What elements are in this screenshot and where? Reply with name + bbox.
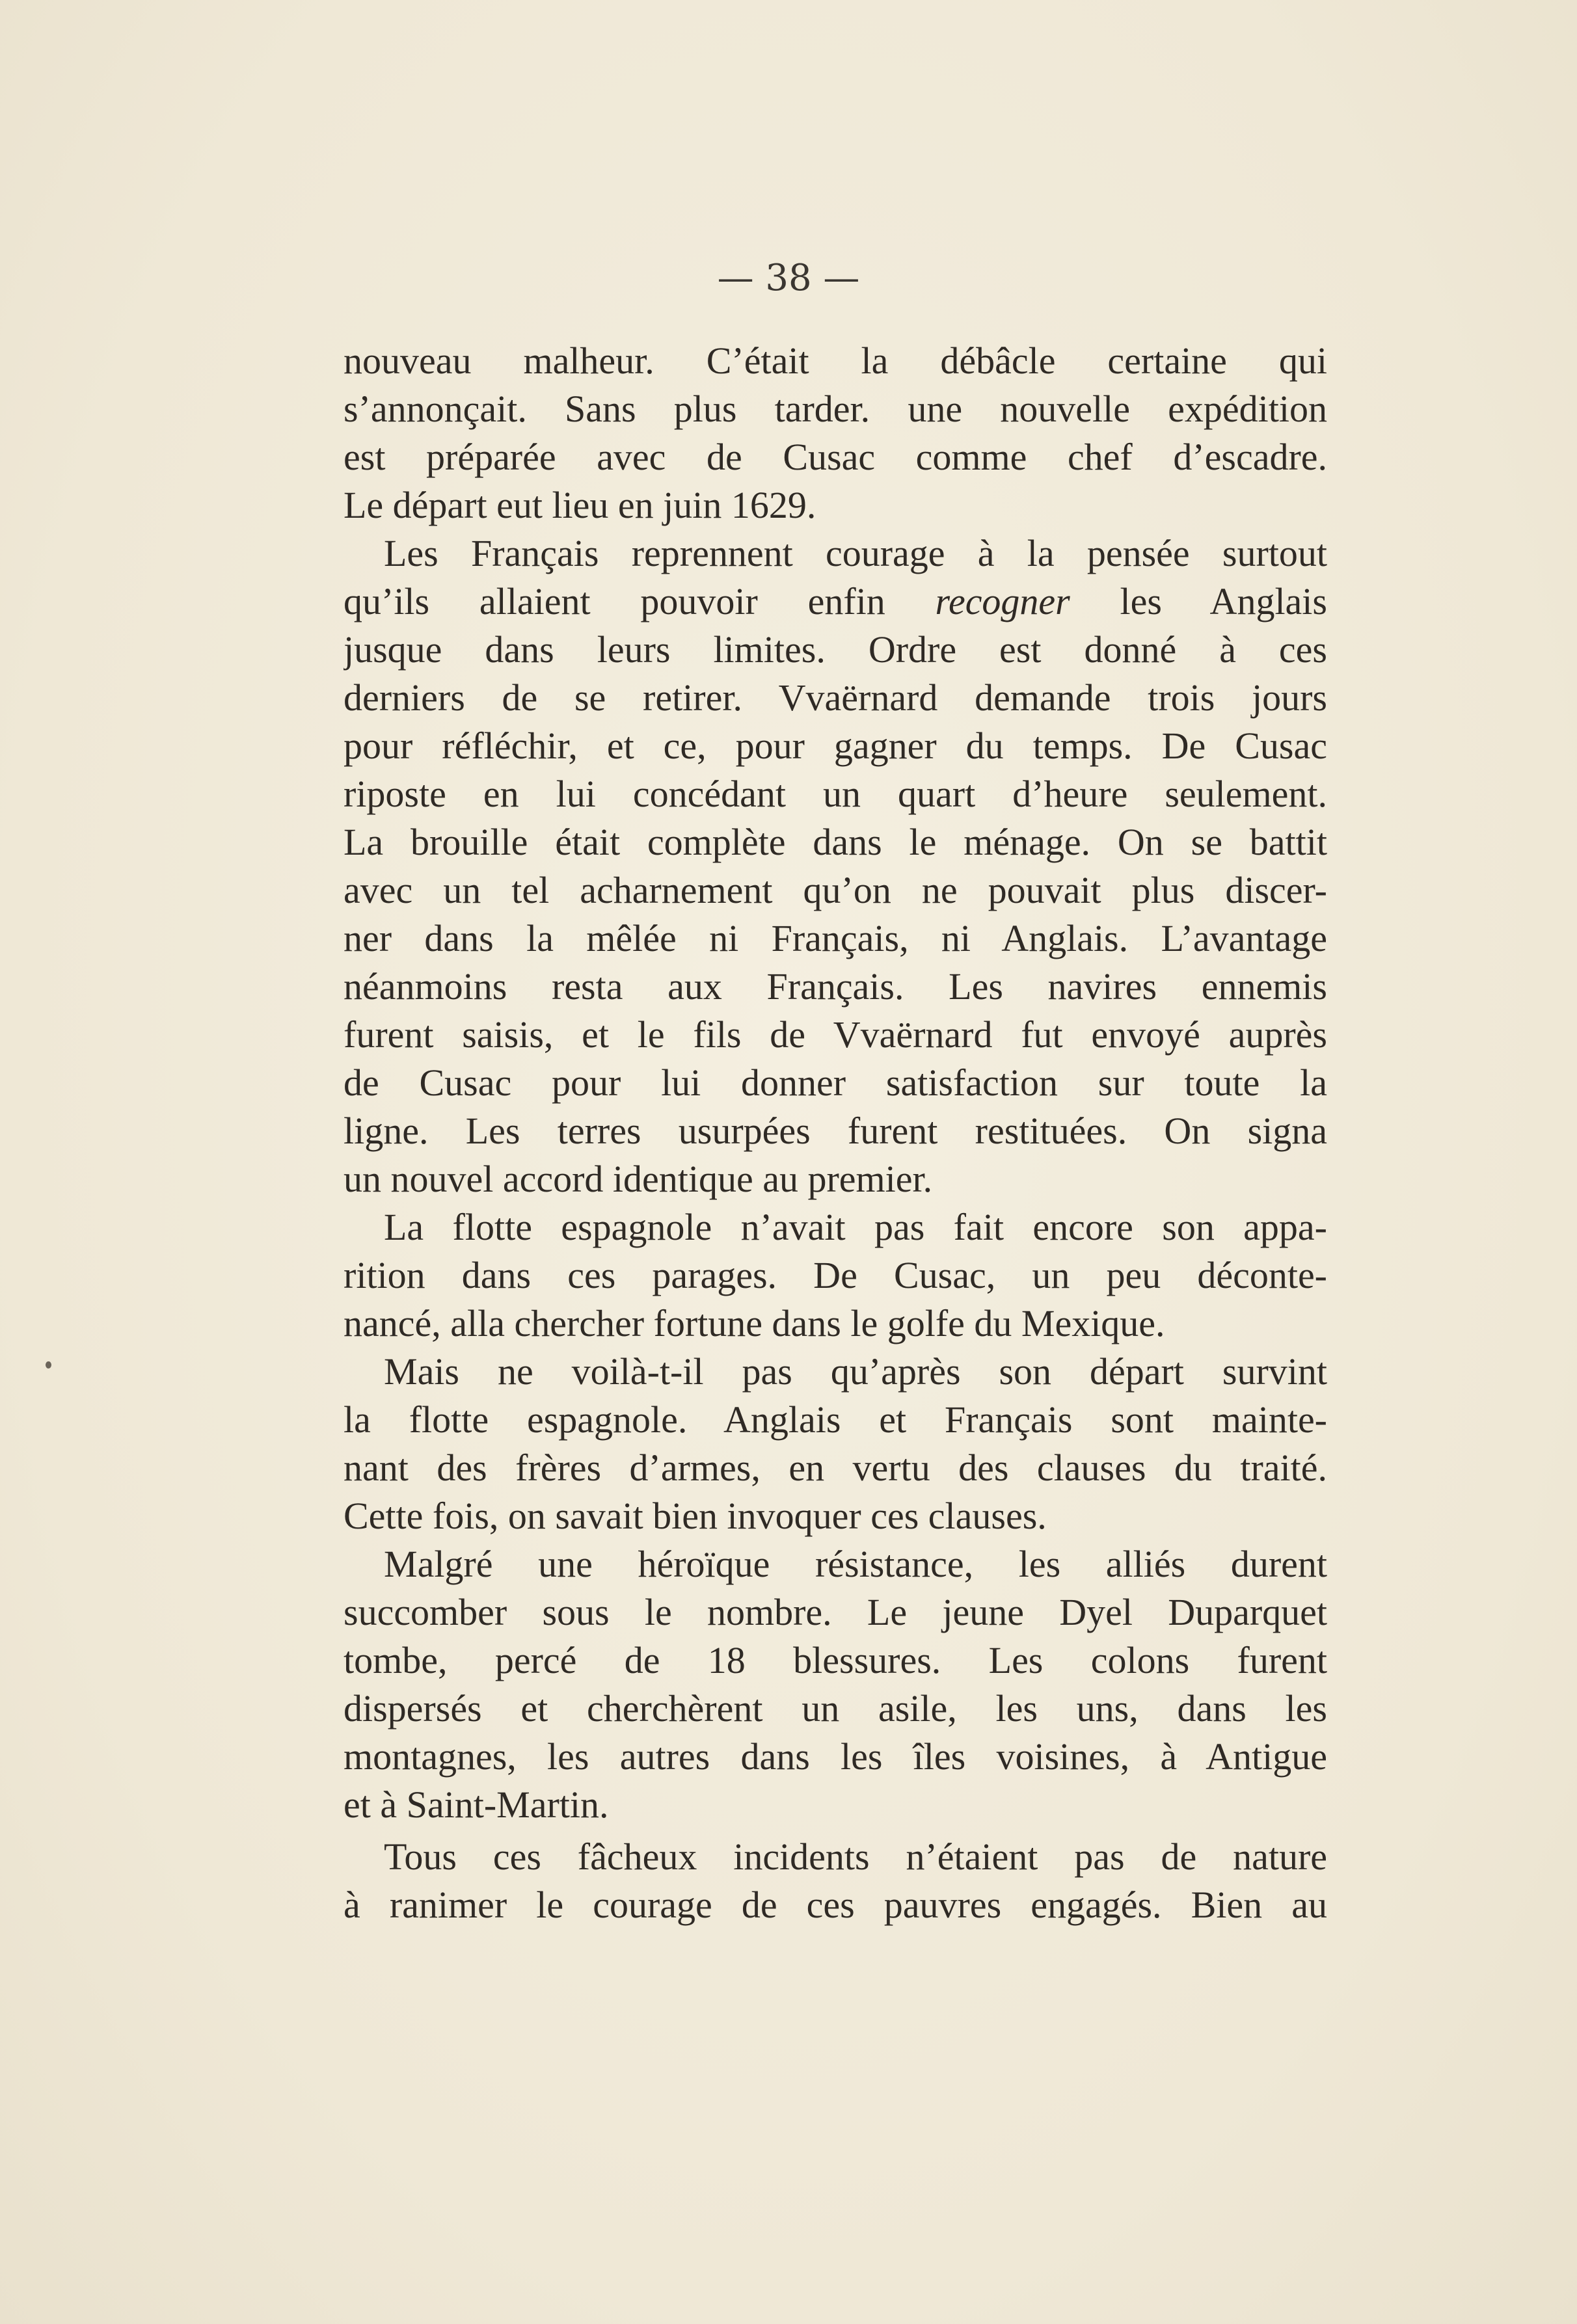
text-line: Les Français reprennent courage à la pensée surtout [384, 532, 1327, 574]
text-line: Mais ne voilà-t-il pas qu’après son départ survint [384, 1350, 1327, 1393]
text-line: rition dans ces parages. De Cusac, un peu déconte- [344, 1254, 1327, 1296]
text-line: et à Saint-Martin. [344, 1783, 609, 1826]
text-line: à ranimer le courage de ces pauvres engagés. Bien au [344, 1884, 1327, 1926]
text-line: Malgré une héroïque résistance, les alliés durent [384, 1543, 1327, 1585]
paper-speck [46, 1361, 51, 1369]
italic-word: recogner [935, 580, 1070, 622]
text-line: la flotte espagnole. Anglais et Français sont mainte- [344, 1398, 1327, 1441]
text-line: Le départ eut lieu en juin 1629. [344, 484, 816, 526]
text-line: est préparée avec de Cusac comme chef d’escadre. [344, 436, 1327, 478]
text-line: de Cusac pour lui donner satisfaction sur toute la [344, 1062, 1327, 1104]
text-line: pour réfléchir, et ce, pour gagner du temps. De Cusac [344, 725, 1327, 767]
text-line: un nouvel accord identique au premier. [344, 1158, 933, 1200]
text-line: nant des frères d’armes, en vertu des clauses du traité. [344, 1447, 1327, 1489]
text-line: dispersés et cherchèrent un asile, les uns, dans les [344, 1687, 1327, 1730]
text-line: Tous ces fâcheux incidents n’étaient pas de nature [384, 1836, 1327, 1878]
text-line: nancé, alla chercher fortune dans le golfe du Mexique. [344, 1302, 1165, 1344]
text-line: furent saisis, et le fils de Vvaërnard fut envoyé auprès [344, 1013, 1327, 1056]
text-line: succomber sous le nombre. Le jeune Dyel Duparquet [344, 1591, 1327, 1633]
text-line: avec un tel acharnement qu’on ne pouvait plus discer- [344, 869, 1327, 911]
text-line: Cette fois, on savait bien invoquer ces clauses. [344, 1495, 1047, 1537]
text-line: riposte en lui concédant un quart d’heure seulement. [344, 773, 1327, 815]
text-line: néanmoins resta aux Français. Les navires ennemis [344, 965, 1327, 1008]
text-line: tombe, percé de 18 blessures. Les colons furent [344, 1639, 1327, 1681]
text-line: ner dans la mêlée ni Français, ni Anglais. L’avantage [344, 917, 1327, 959]
text-line: La brouille était complète dans le ménage. On se battit [344, 821, 1327, 863]
body-text [344, 337, 1327, 1929]
page-number: — 38 — [717, 257, 860, 299]
text-line: La flotte espagnole n’avait pas fait encore son appa- [384, 1206, 1327, 1248]
text-line: qu’ils allaient pouvoir enfin recogner les Anglais [344, 580, 1327, 622]
text-line: s’annonçait. Sans plus tarder. une nouvelle expédition [344, 388, 1327, 430]
text-line: nouveau malheur. C’était la débâcle certaine qui [344, 340, 1327, 382]
text-line: jusque dans leurs limites. Ordre est donné à ces [344, 628, 1327, 671]
text-line: montagnes, les autres dans les îles voisines, à Antigue [344, 1735, 1327, 1778]
text-line: derniers de se retirer. Vvaërnard demande trois jours [344, 676, 1327, 719]
text-line: ligne. Les terres usurpées furent restituées. On signa [344, 1110, 1327, 1152]
